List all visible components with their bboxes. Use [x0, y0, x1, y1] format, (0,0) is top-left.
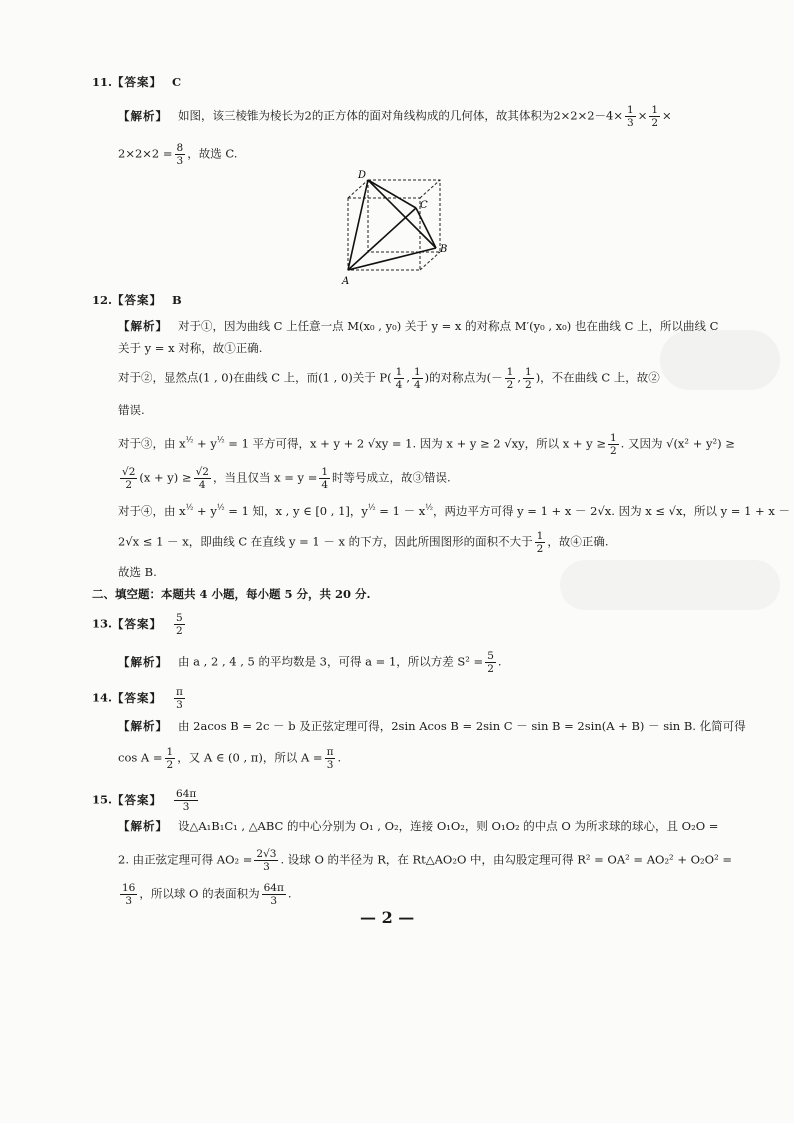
q12-l4: 错误.	[118, 403, 145, 417]
q11-answer-line: 11.【答案】 C	[92, 75, 182, 89]
q12-l2: 关于 y = x 对称，故①正确.	[118, 341, 263, 355]
q15-l3: $\frac{16}{3}$ ，所以球 O 的表面积为 $\frac{64\pi}{3}$ .	[122, 882, 292, 907]
q11-analysis-line2: 2×2×2 = $\frac{8}{3}$ ，故选 C.	[118, 142, 238, 167]
q12-answer-line: 12.【答案】 B	[92, 293, 182, 307]
q15-l2: 2. 由正弦定理可得 AO₂ = $\frac{2√3}{3}$ . 设球 O 的半径为 R，在 Rt△AO₂O 中，由勾股定理可得 R² = OA² = AO₂² + O₂O² =	[118, 848, 732, 873]
q12-l3: 对于②，显然点(1 , 0)在曲线 C 上，而(1 , 0)关于 P( $\frac{1}{4}$ , $\frac{1}{4}$ )的对称点为(－ $\frac{1}{2}$ , $\frac{1}{2}$ )，不在曲线 C 上，故②	[118, 366, 660, 391]
edge-DA	[348, 180, 368, 270]
page-number: — 2 —	[360, 908, 415, 927]
fraction: $\frac{1}{2}$	[651, 104, 659, 129]
scan-smudge	[660, 330, 780, 390]
q12-l9: 故选 B.	[118, 565, 157, 579]
q12-l8: 2√x ≤ 1 － x，即曲线 C 在直线 y = 1 － x 的下方，因此所围图形的面积不大于 $\frac{1}{2}$ ，故④正确.	[118, 530, 609, 555]
label-D: D	[358, 170, 367, 181]
label-C: C	[420, 200, 428, 211]
cube-pyramid-figure	[340, 168, 460, 288]
fraction: $\frac{8}{3}$	[176, 142, 184, 167]
q14-answer-line: 14.【答案】 $\frac{\pi}{3}$	[92, 686, 183, 711]
q14-l2: cos A = $\frac{1}{2}$ ，又 A ∈ (0 , π)，所以 A = $\frac{\pi}{3}$ .	[118, 746, 342, 771]
edge-CB	[416, 208, 436, 248]
edge-DB	[368, 180, 436, 248]
q12-l5: 对于③，由 $x^{\frac{1}{2}} + y^{\frac{1}{2}} = 1$ 平方可得，x + y + 2 √xy = 1. 因为 x + y ≥ 2 √xy，所以 x + y ≥ $\frac{1}{2}$ . 又因为 √(x² + y²) ≥	[118, 432, 735, 457]
q12-l6: $\frac{√2}{2}$ (x + y) ≥ $\frac{√2}{4}$ ，当且仅当 x = y = $\frac{1}{4}$ 时等号成立，故③错误.	[122, 466, 451, 491]
q11-analysis-line1: 【解析】 如图，该三棱锥为棱长为2的正方体的面对角线构成的几何体，故其体积为2×2×2－4× $\frac{1}{3}$ × $\frac{1}{2}$ ×	[118, 104, 672, 129]
q14-l1: 【解析】 由 2acos B = 2c － b 及正弦定理可得，2sin Acos B = 2sin C － sin B = 2sin(A + B) － sin B. 化简可得	[118, 719, 746, 733]
label-A: A	[342, 276, 350, 287]
q12-l1: 【解析】 对于①，因为曲线 C 上任意一点 M(x₀ , y₀) 关于 y = x 的对称点 M′(y₀ , x₀) 也在曲线 C 上，所以曲线 C	[118, 319, 719, 333]
q15-l1: 【解析】 设△A₁B₁C₁ , △ABC 的中心分别为 O₁ , O₂，连接 O₁O₂，则 O₁O₂ 的中点 O 为所求球的球心，且 O₂O =	[118, 819, 719, 833]
q13-answer-line: 13.【答案】 $\frac{5}{2}$	[92, 612, 183, 637]
label-B: B	[440, 244, 448, 255]
q15-answer-line: 15.【答案】 $\frac{64\pi}{3}$	[92, 788, 197, 813]
q13-analysis: 【解析】 由 a , 2 , 4 , 5 的平均数是 3，可得 a = 1，所以方差 S² = $\frac{5}{2}$ .	[118, 650, 502, 675]
scan-smudge	[560, 560, 780, 610]
fraction: $\frac{1}{3}$	[627, 104, 634, 129]
section-title: 二、填空题：本题共 4 小题，每小题 5 分，共 20 分.	[92, 587, 371, 601]
q12-l7: 对于④，由 $x^{\frac{1}{2}} + y^{\frac{1}{2}} = 1$ 知，x , y ∈ [0 , 1]，$y^{\frac{1}{2}} = 1 - x^{\frac{1}{2}}$，两边平方可得 y = 1 + x － 2√x. 因为 x ≤ √x，所以 y = 1 + x －	[118, 503, 790, 518]
